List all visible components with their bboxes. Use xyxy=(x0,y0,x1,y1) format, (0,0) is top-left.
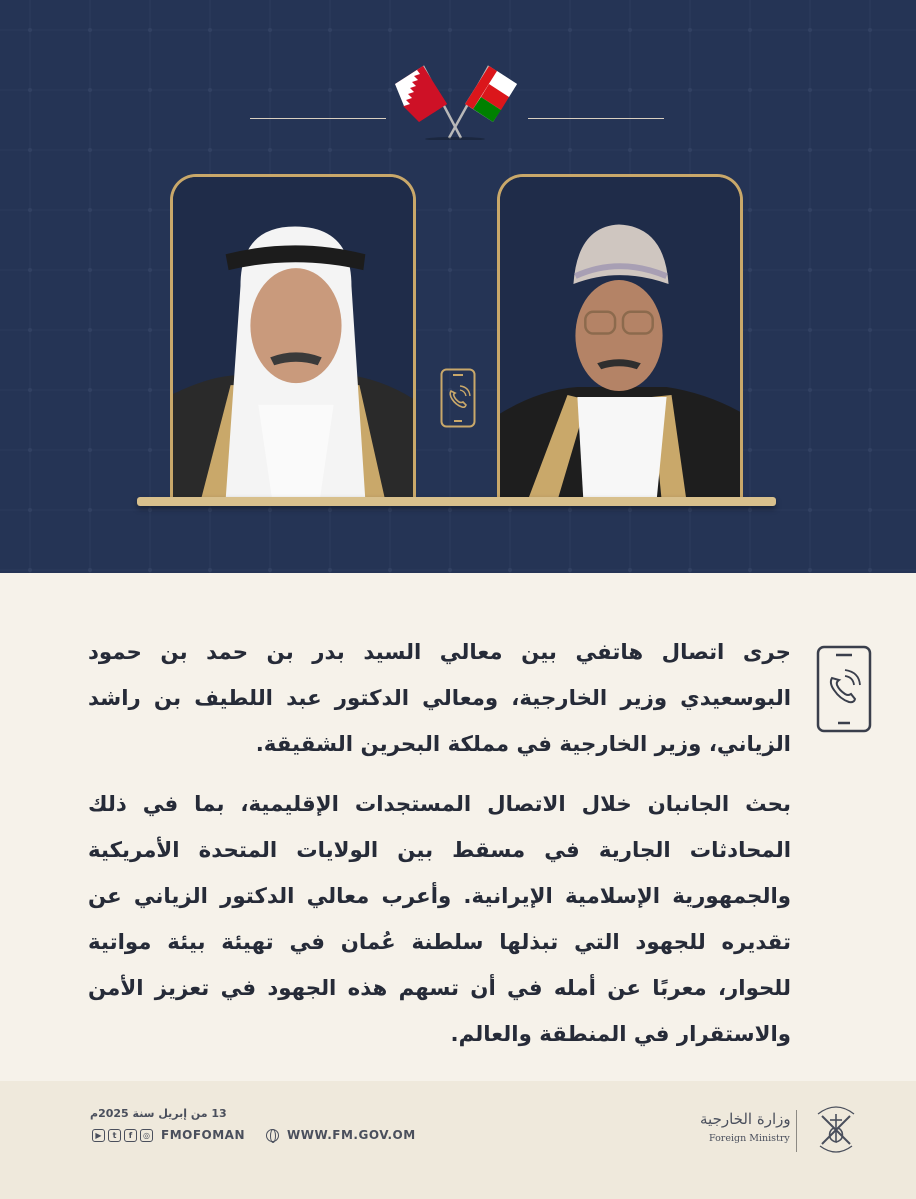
publish-date: 13 من إبريل سنة 2025م xyxy=(90,1107,227,1120)
youtube-icon[interactable]: ▶ xyxy=(92,1129,105,1142)
ministry-name-english: Foreign Ministry xyxy=(709,1133,790,1144)
phone-call-icon xyxy=(816,645,872,733)
oman-flag xyxy=(449,66,517,138)
bahrain-flag xyxy=(395,66,461,138)
website-link[interactable] xyxy=(266,1128,416,1142)
article-body xyxy=(88,630,791,1072)
globe-icon xyxy=(266,1129,279,1142)
social-links xyxy=(92,1128,245,1142)
article-paragraph: بحث الجانبان خلال الاتصال المستجدات الإقليمية، بما في ذلك المحادثات الجارية في مسقط بين الولايات المتحدة الأمريكية والجمهورية الإسلامية الإيرانية. وأعرب معالي الدكتور الزياني عن تقديره للجهود التي تبذلها سلطنة عُمان في تهيئة بيئة مواتية للحوار، معربًا عن أمله في أن تسهم هذه الجهود في تعزيز الأمن والاستقرار في المنطقة والعالم. xyxy=(88,792,791,1047)
instagram-icon[interactable]: ◎ xyxy=(140,1129,153,1142)
phone-call-icon xyxy=(440,368,476,428)
twitter-icon[interactable]: t xyxy=(108,1129,121,1142)
hero-divider-right xyxy=(528,118,664,119)
ministry-name-arabic: وزارة الخارجية xyxy=(700,1110,791,1128)
crossed-flags xyxy=(389,60,523,140)
facebook-icon[interactable]: f xyxy=(124,1129,137,1142)
website-url[interactable]: WWW.FM.GOV.OM xyxy=(287,1128,416,1142)
portrait-stage xyxy=(137,497,776,506)
social-handle[interactable]: FMOFOMAN xyxy=(161,1128,246,1142)
minister-oman-portrait xyxy=(497,174,743,500)
hero-banner xyxy=(0,0,916,573)
minister-bahrain-portrait xyxy=(170,174,416,500)
oman-emblem-logo xyxy=(806,1092,866,1164)
footer-divider xyxy=(796,1110,797,1152)
article-paragraph: جرى اتصال هاتفي بين معالي السيد بدر بن حمد بن حمود البوسعيدي وزير الخارجية، ومعالي الدكتور عبد اللطيف بن راشد الزياني، وزير الخارجية في مملكة البحرين الشقيقة. xyxy=(88,640,791,757)
hero-divider-left xyxy=(250,118,386,119)
